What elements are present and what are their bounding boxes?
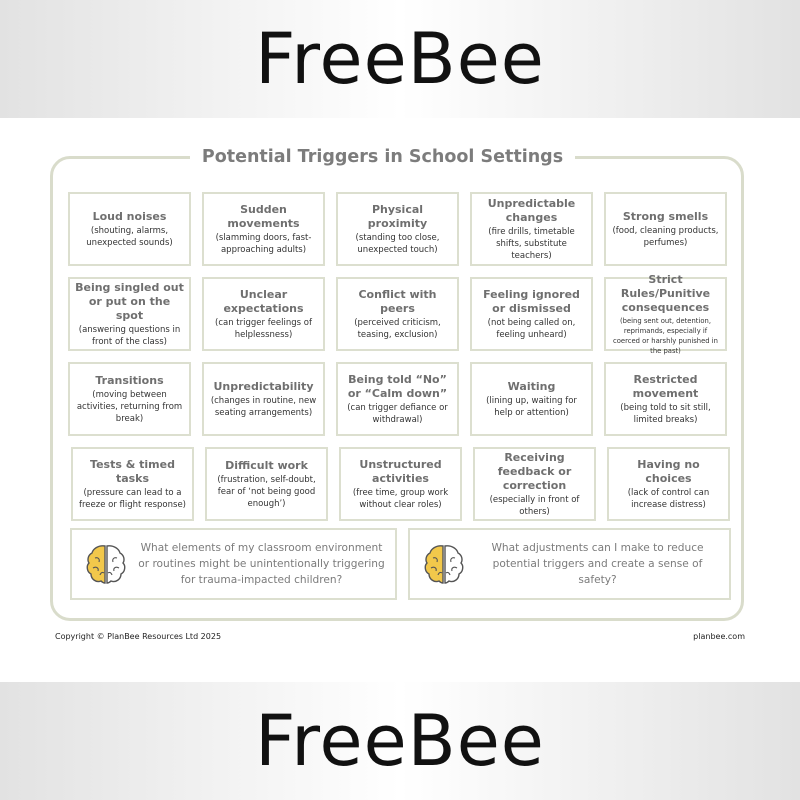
trigger-detail: (fire drills, timetable shifts, substitute teachers): [488, 226, 575, 261]
worksheet: [0, 118, 800, 682]
reflection-question-box: [408, 528, 731, 600]
trigger-card: [470, 362, 593, 436]
trigger-card: [336, 192, 459, 266]
trigger-detail: (standing too close, unexpected touch): [355, 232, 440, 255]
trigger-detail: (shouting, alarms, unexpected sounds): [86, 225, 173, 248]
trigger-title: Being told “No” or “Calm down”: [347, 372, 448, 400]
trigger-title: Tests & timed tasks: [90, 457, 175, 485]
trigger-title: Unstructured activities: [359, 457, 442, 485]
trigger-card: [604, 192, 727, 266]
trigger-card: [205, 447, 328, 521]
trigger-title: Waiting: [507, 379, 556, 393]
trigger-card: [71, 447, 194, 521]
trigger-card: [202, 192, 325, 266]
trigger-title: Conflict with peers: [358, 287, 437, 315]
copyright-text: Copyright © PlanBee Resources Ltd 2025: [55, 632, 222, 641]
sheet-title: Potential Triggers in School Settings: [190, 144, 575, 170]
trigger-title: Unpredictability: [213, 379, 314, 393]
trigger-detail: (being told to sit still, limited breaks): [620, 402, 711, 425]
trigger-card: [473, 447, 596, 521]
trigger-detail: (frustration, self-doubt, fear of ‘not being good enough’): [217, 474, 316, 509]
trigger-detail: (especially in front of others): [489, 494, 580, 517]
trigger-card: [604, 362, 727, 436]
trigger-card: [339, 447, 462, 521]
trigger-detail: (slamming doors, fast-approaching adults): [215, 232, 312, 255]
trigger-detail: (changes in routine, new seating arrangements): [210, 395, 317, 418]
trigger-detail: (can trigger defiance or withdrawal): [347, 402, 448, 425]
trigger-card: [470, 277, 593, 351]
trigger-detail: (moving between activities, returning from break): [76, 389, 183, 424]
trigger-title: Feeling ignored or dismissed: [483, 287, 580, 315]
trigger-card: [470, 192, 593, 266]
banner-title: FreeBee: [255, 700, 545, 782]
trigger-card: [336, 277, 459, 351]
reflection-question-box: [70, 528, 397, 600]
trigger-title: Restricted movement: [632, 372, 699, 400]
trigger-title: Strict Rules/Punitive consequences: [620, 272, 711, 314]
reflection-question: What adjustments can I make to reduce potential triggers and create a sense of safety?: [491, 542, 704, 586]
trigger-title: Being singled out or put on the spot: [75, 280, 184, 322]
trigger-detail: (lining up, waiting for help or attention): [486, 395, 577, 418]
trigger-title: Transitions: [95, 373, 164, 387]
trigger-title: Difficult work: [225, 458, 308, 472]
banner-title: FreeBee: [255, 18, 545, 100]
trigger-detail: (pressure can lead to a freeze or flight response): [78, 487, 186, 510]
trigger-detail: (food, cleaning products, perfumes): [612, 225, 719, 248]
trigger-title: Strong smells: [622, 209, 709, 223]
trigger-detail: (answering questions in front of the class): [78, 324, 181, 347]
trigger-card: [604, 272, 727, 355]
top-banner: [0, 0, 800, 118]
trigger-title: Loud noises: [92, 209, 167, 223]
trigger-detail: (free time, group work without clear roles): [352, 487, 449, 510]
brain-icon: [422, 542, 466, 586]
trigger-card: [68, 277, 191, 351]
trigger-detail: (perceived criticism, teasing, exclusion): [354, 317, 441, 340]
trigger-detail: (can trigger feelings of helplessness): [215, 317, 312, 340]
trigger-title: Having no choices: [637, 457, 700, 485]
reflection-question: What elements of my classroom environment or routines might be unintentionally triggering for trauma-impacted children?: [138, 542, 385, 586]
trigger-title: Receiving feedback or correction: [497, 450, 572, 492]
trigger-title: Sudden movements: [227, 202, 300, 230]
trigger-card: [336, 362, 459, 436]
trigger-detail: (lack of control can increase distress): [627, 487, 710, 510]
website-link[interactable]: planbee.com: [693, 632, 745, 641]
trigger-card: [68, 362, 191, 436]
brain-icon: [84, 542, 128, 586]
trigger-card: [202, 277, 325, 351]
trigger-detail: (being sent out, detention, reprimands, especially if coerced or harshly punished in the past): [613, 316, 718, 355]
trigger-title: Unclear expectations: [223, 287, 304, 315]
trigger-card: [68, 192, 191, 266]
trigger-detail: (not being called on, feeling unheard): [487, 317, 576, 340]
trigger-title: Physical proximity: [367, 202, 428, 230]
bottom-banner: [0, 682, 800, 800]
trigger-card: [607, 447, 730, 521]
trigger-card: [202, 362, 325, 436]
trigger-title: Unpredictable changes: [487, 196, 576, 224]
